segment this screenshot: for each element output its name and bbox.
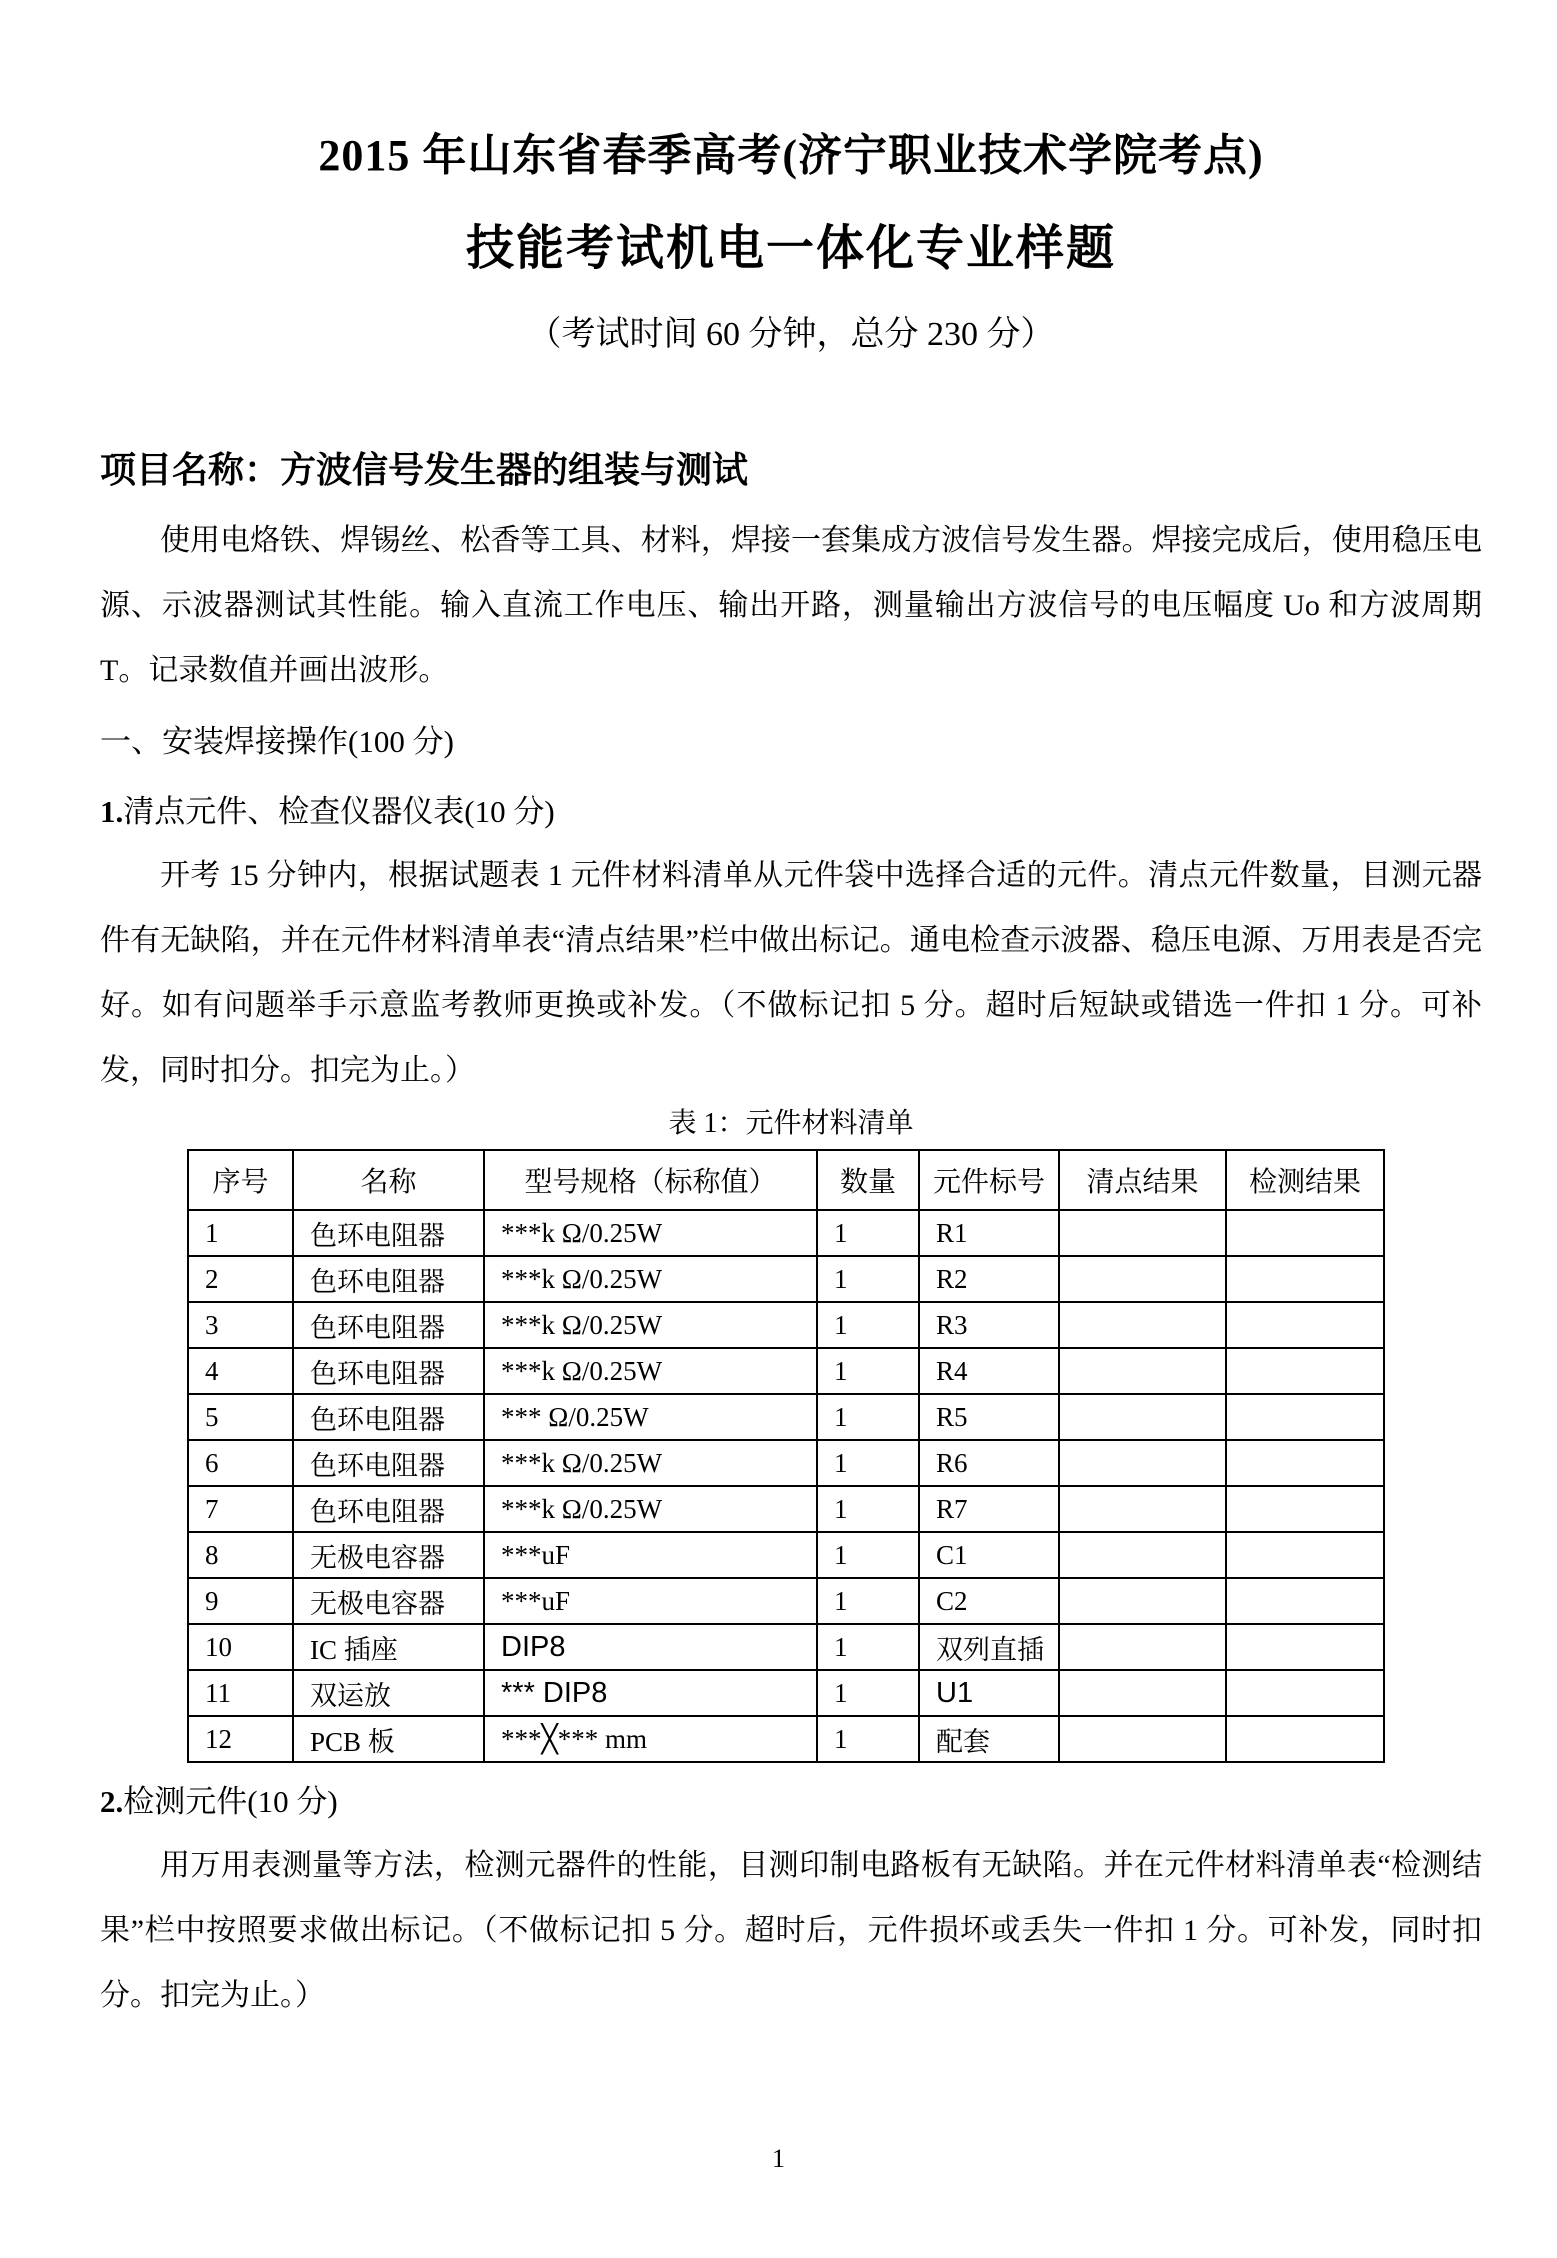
table-cell: 无极电容器 [293,1532,484,1578]
subsection-2-body: 用万用表测量等方法，检测元器件的性能，目测印制电路板有无缺陷。并在元件材料清单表“检测结果”栏中按照要求做出标记。（不做标记扣 5 分。超时后，元件损坏或丢失一件扣 1 分。可补发，同时扣分。扣完为止。） [100,1849,1482,2012]
table-cell: 1 [817,1670,919,1716]
table-cell: 1 [817,1302,919,1348]
header-cell: 元件标号 [919,1150,1059,1210]
table-cell [1226,1670,1384,1716]
table-cell [1059,1348,1226,1394]
table-cell [1226,1348,1384,1394]
table-cell: 1 [817,1486,919,1532]
table-cell [1059,1302,1226,1348]
table-row [188,1716,1384,1762]
table-cell [1226,1578,1384,1624]
page-title: 2015 年山东省春季高考(济宁职业技术学院考点) [318,131,1264,180]
table-cell: 色环电阻器 [293,1210,484,1256]
table-cell: ***╳*** mm [484,1716,817,1762]
table-cell: ***k Ω/0.25W [484,1440,817,1486]
table-cell: 1 [817,1256,919,1302]
section-1-heading: 一、安装焊接操作(100 分) [100,724,454,759]
table-cell [1226,1210,1384,1256]
table-cell [1226,1716,1384,1762]
table-cell [1226,1624,1384,1670]
table-cell: 色环电阻器 [293,1348,484,1394]
subsection-2-title: 检测元件(10 分) [123,1784,338,1819]
table-cell: ***k Ω/0.25W [484,1348,817,1394]
table-cell: ***k Ω/0.25W [484,1256,817,1302]
table-cell: 6 [188,1440,293,1486]
table-cell: ***k Ω/0.25W [484,1302,817,1348]
table-cell: 1 [188,1210,293,1256]
table-cell [1059,1486,1226,1532]
header-cell: 名称 [293,1150,484,1210]
table-cell [1059,1578,1226,1624]
table-caption: 表 1：元件材料清单 [668,1108,914,1139]
table-cell: 双运放 [293,1670,484,1716]
table-cell: 11 [188,1670,293,1716]
header-cell: 检测结果 [1226,1150,1384,1210]
table-row [188,1348,1384,1394]
subsection-2-heading [100,1771,1482,1833]
table-cell [1226,1440,1384,1486]
table-row [188,1394,1384,1440]
table-row [188,1578,1384,1624]
table-cell: 12 [188,1716,293,1762]
table-cell: 7 [188,1486,293,1532]
table-cell: 10 [188,1624,293,1670]
table-cell: *** Ω/0.25W [484,1394,817,1440]
table-cell [1059,1256,1226,1302]
exam-info: （考试时间 60 分钟，总分 230 分） [527,316,1055,353]
table-cell: ***uF [484,1578,817,1624]
parts-table [187,1149,1385,1763]
table-cell [1059,1532,1226,1578]
table-cell: U1 [919,1670,1059,1716]
table-cell: 1 [817,1716,919,1762]
table-cell: 色环电阻器 [293,1440,484,1486]
table-cell: 色环电阻器 [293,1256,484,1302]
table-cell [1226,1256,1384,1302]
subsection-1-heading [100,781,1482,843]
project-title: 项目名称：方波信号发生器的组装与测试 [100,450,749,490]
table-row [188,1486,1384,1532]
table-row [188,1532,1384,1578]
table-cell [1226,1532,1384,1578]
table-cell: 2 [188,1256,293,1302]
table-cell: 1 [817,1440,919,1486]
table-cell [1059,1210,1226,1256]
subsection-1-body: 开考 15 分钟内，根据试题表 1 元件材料清单从元件袋中选择合适的元件。清点元件数量，目测元器件有无缺陷，并在元件材料清单表“清点结果”栏中做出标记。通电检查示波器、稳压电源、万用表是否完好。如有问题举手示意监考教师更换或补发。（不做标记扣 5 分。超时后短缺或错选一件扣 1 分。可补发，同时扣分。扣完为止。） [100,859,1482,1087]
table-cell [1059,1624,1226,1670]
parts-table-body [188,1210,1384,1762]
header-cell: 型号规格（标称值） [484,1150,817,1210]
table-cell: 色环电阻器 [293,1394,484,1440]
table-cell: 1 [817,1578,919,1624]
intro-paragraph: 使用电烙铁、焊锡丝、松香等工具、材料，焊接一套集成方波信号发生器。焊接完成后，使用稳压电源、示波器测试其性能。输入直流工作电压、输出开路，测量输出方波信号的电压幅度 Uo 和方波周期 T。记录数值并画出波形。 [100,524,1482,687]
page-number: 1 [772,2144,785,2173]
table-cell: R1 [919,1210,1059,1256]
table-cell: 8 [188,1532,293,1578]
table-cell [1059,1670,1226,1716]
table-cell: R6 [919,1440,1059,1486]
table-cell: DIP8 [484,1624,817,1670]
header-cell: 数量 [817,1150,919,1210]
table-row [188,1440,1384,1486]
table-cell: 色环电阻器 [293,1302,484,1348]
table-cell: R3 [919,1302,1059,1348]
table-cell [1226,1394,1384,1440]
table-cell: 无极电容器 [293,1578,484,1624]
table-cell: C2 [919,1578,1059,1624]
table-cell [1059,1440,1226,1486]
table-cell: ***k Ω/0.25W [484,1210,817,1256]
header-cell: 序号 [188,1150,293,1210]
table-cell: 双列直插 [919,1624,1059,1670]
subsection-2-number: 2. [100,1784,124,1819]
table-cell: 1 [817,1624,919,1670]
table-header-row [188,1150,1384,1210]
page-subtitle: 技能考试机电一体化专业样题 [465,222,1116,275]
table-cell: IC 插座 [293,1624,484,1670]
table-row [188,1210,1384,1256]
table-cell: 3 [188,1302,293,1348]
table-cell: 5 [188,1394,293,1440]
subsection-1-number: 1. [100,794,124,829]
table-row [188,1624,1384,1670]
table-cell: 1 [817,1532,919,1578]
table-cell [1226,1302,1384,1348]
table-cell: R2 [919,1256,1059,1302]
table-cell: R5 [919,1394,1059,1440]
subsection-1-title: 清点元件、检查仪器仪表(10 分) [123,794,555,829]
table-cell: PCB 板 [293,1716,484,1762]
table-cell: *** DIP8 [484,1670,817,1716]
table-cell: 1 [817,1210,919,1256]
table-cell: ***uF [484,1532,817,1578]
table-cell: 9 [188,1578,293,1624]
table-cell: ***k Ω/0.25W [484,1486,817,1532]
table-row [188,1302,1384,1348]
table-row [188,1256,1384,1302]
table-cell: 1 [817,1394,919,1440]
header-cell: 清点结果 [1059,1150,1226,1210]
table-cell: C1 [919,1532,1059,1578]
table-cell: 4 [188,1348,293,1394]
table-cell: 配套 [919,1716,1059,1762]
table-cell: 色环电阻器 [293,1486,484,1532]
table-cell [1059,1716,1226,1762]
table-cell [1059,1394,1226,1440]
table-row [188,1670,1384,1716]
table-cell: R7 [919,1486,1059,1532]
table-cell [1226,1486,1384,1532]
table-cell: R4 [919,1348,1059,1394]
table-cell: 1 [817,1348,919,1394]
